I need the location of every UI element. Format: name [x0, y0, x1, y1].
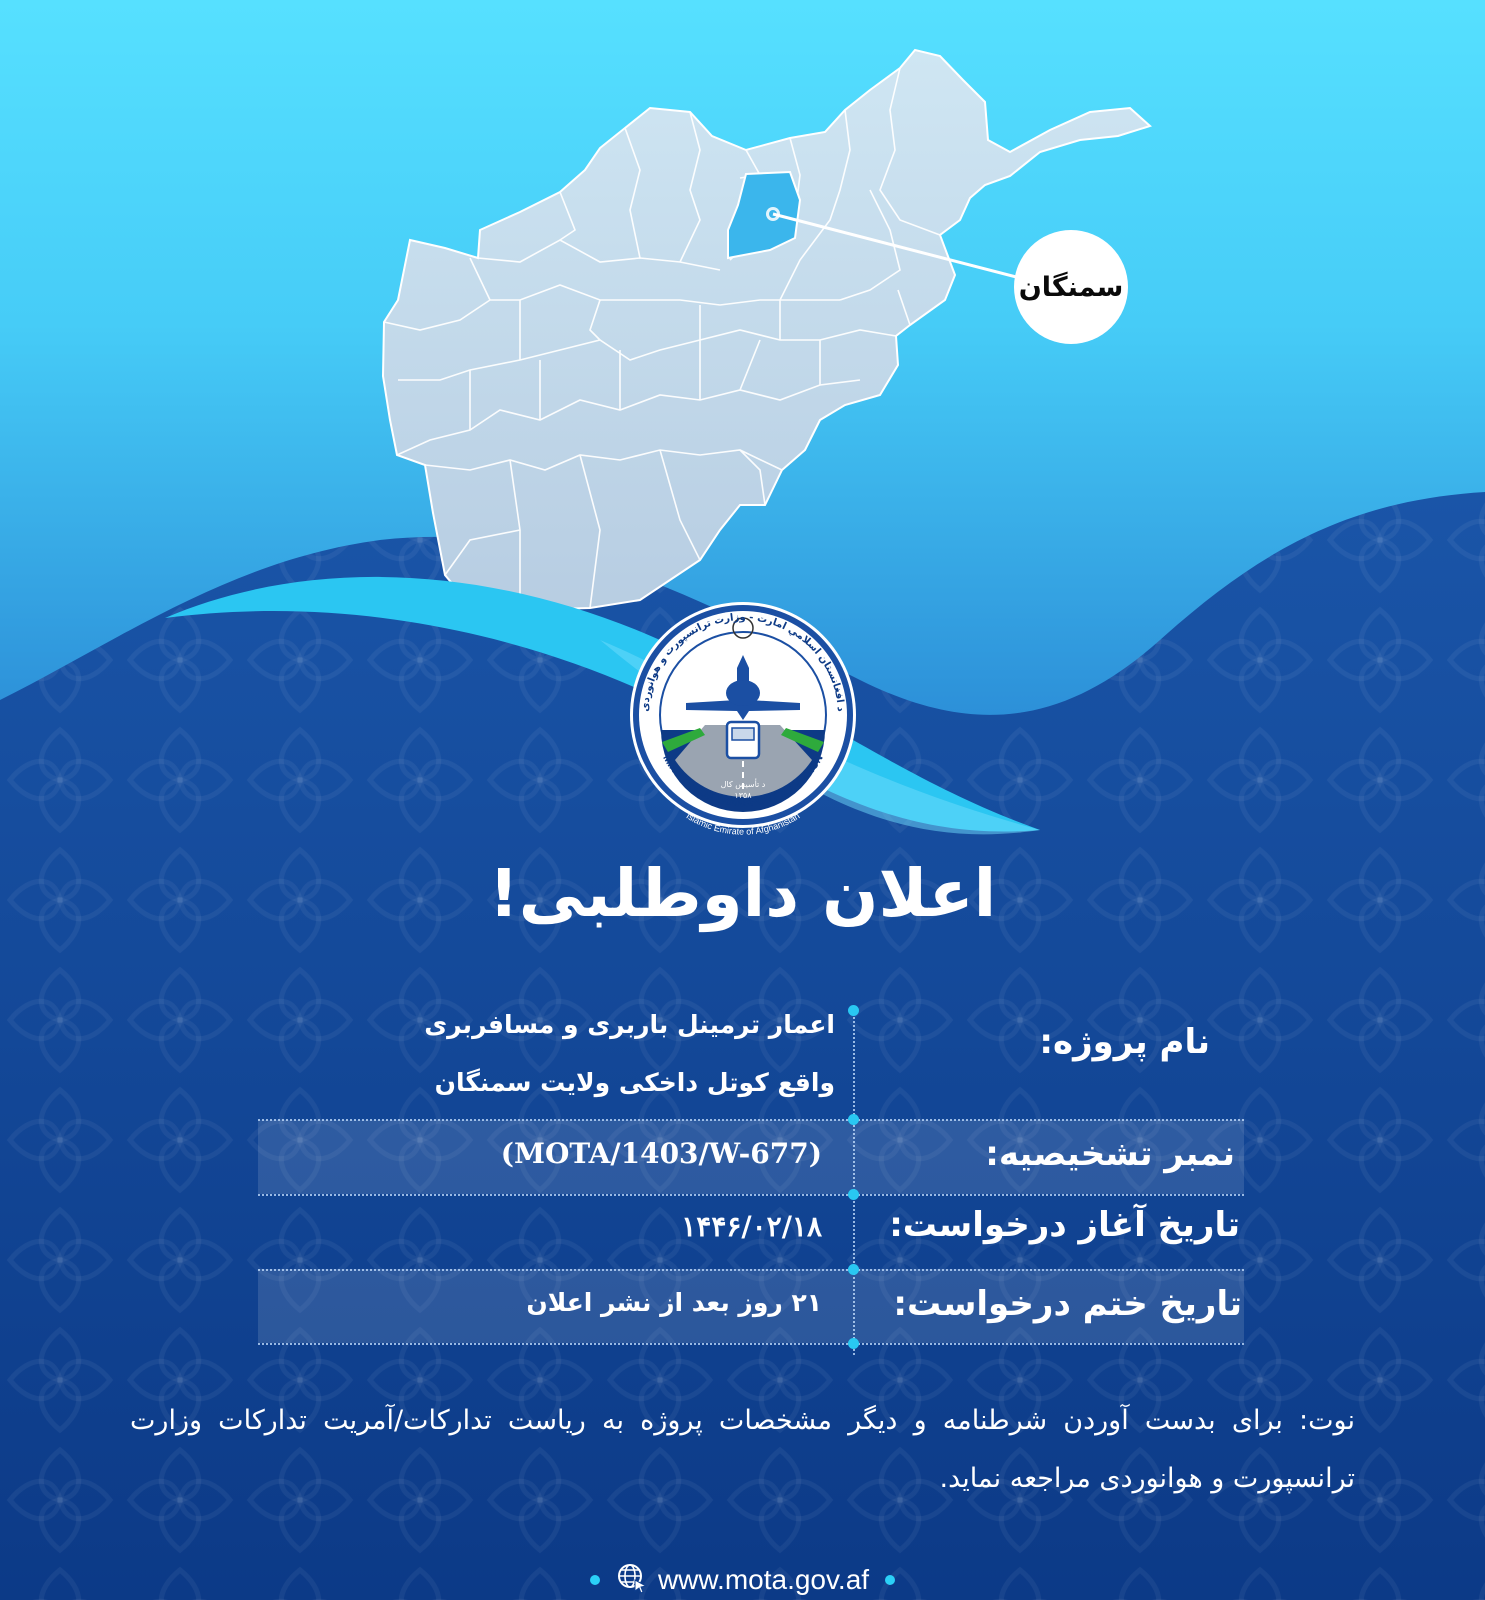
province-label-bubble — [1014, 230, 1128, 344]
end-date-label: تاریخ ختم درخواست: — [893, 1284, 1242, 1324]
start-date-value: ۱۴۴۶/۰۲/۱۸ — [681, 1210, 822, 1243]
row-divider — [258, 1119, 1244, 1121]
divider-dot — [848, 1005, 859, 1016]
globe-cursor-icon — [616, 1562, 648, 1598]
start-date-label: تاریخ آغاز درخواست: — [889, 1205, 1240, 1245]
project-name-label: نام پروژه: — [1039, 1022, 1210, 1062]
row-divider — [258, 1343, 1244, 1345]
row-divider — [258, 1269, 1244, 1271]
project-name-value-line2: واقع کوتل داخکی ولایت سمنگان — [434, 1068, 835, 1097]
logo-arc-english-sub: Islamic Emirate of Afghanistan — [684, 810, 802, 837]
svg-text:Islamic Emirate of Afghanistan — [685, 811, 802, 837]
column-divider — [853, 1010, 855, 1355]
logo-arc-english: MINISTRY OF TRANSPORT & AVIATION — [660, 752, 826, 810]
divider-dot — [848, 1189, 859, 1200]
svg-text:د افغانستان اسلامي امارت - وزا — [640, 612, 846, 712]
project-name-value-line1: اعمار ترمینل باربری و مسافربری — [424, 1010, 835, 1039]
footer-dot — [885, 1575, 895, 1585]
footer — [0, 1562, 1485, 1598]
website-link[interactable]: www.mota.gov.af — [657, 1564, 870, 1595]
end-date-value: ۲۱ روز بعد از نشر اعلان — [526, 1288, 822, 1317]
logo-founded-label: د تأسیس کال — [720, 780, 766, 789]
province-name: سمنگان — [1018, 271, 1124, 303]
logo-arc-top-text: د افغانستان اسلامي امارت - وزارت ترانسپورت و هوانوردی — [639, 612, 846, 713]
id-number-value: (MOTA/1403/W-677) — [500, 1137, 822, 1170]
row-divider — [258, 1194, 1244, 1196]
announcement-title: اعلان داوطلبی! — [488, 855, 997, 932]
divider-dot — [848, 1264, 859, 1275]
divider-dot — [848, 1338, 859, 1349]
id-number-label: نمبر تشخیصیه: — [985, 1134, 1235, 1174]
logo-founded-year: ۱۳۵۸ — [734, 791, 752, 800]
divider-dot — [848, 1114, 859, 1125]
note-text: نوت: برای بدست آوردن شرطنامه و دیگر مشخصات پروژه به ریاست تدارکات/آمریت تدارکات وزارت ترانسپورت و هوانوردی مراجعه نماید. — [130, 1405, 1355, 1494]
footer-dot — [590, 1575, 600, 1585]
